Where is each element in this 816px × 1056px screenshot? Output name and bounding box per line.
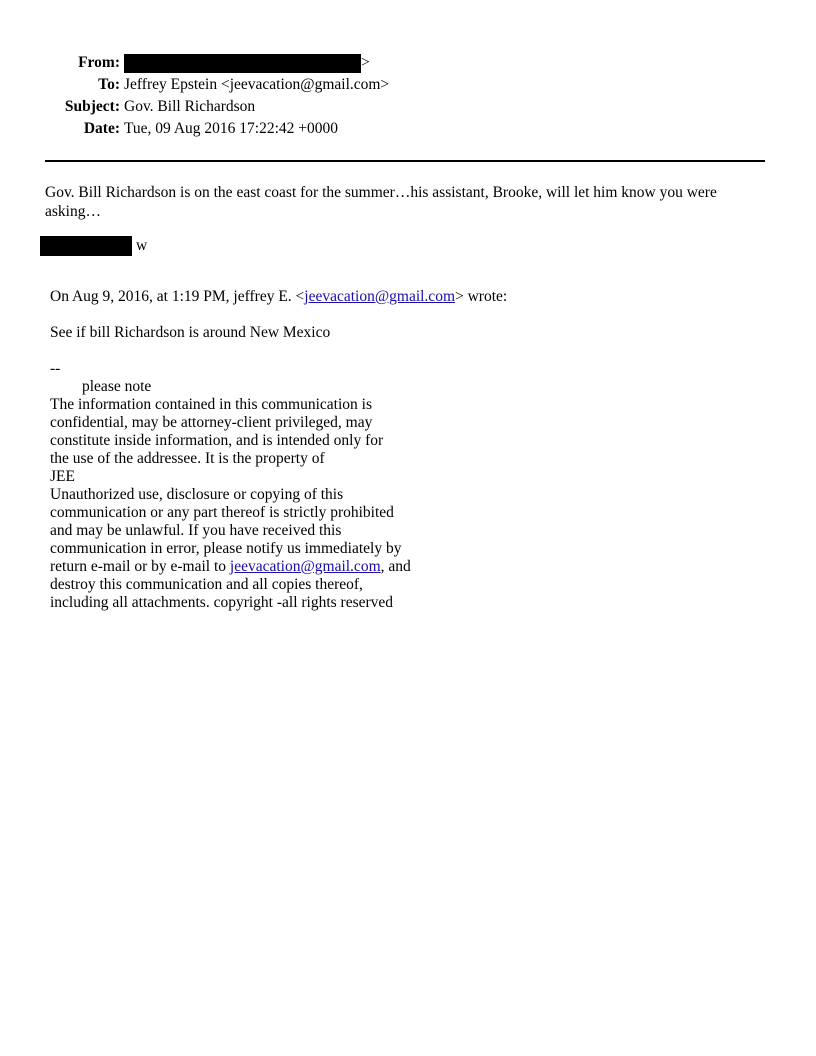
- from-row: [0, 53, 816, 73]
- from-label: From:: [78, 54, 120, 71]
- signature-dashes: --: [50, 360, 61, 377]
- date-label: Date:: [83, 120, 120, 137]
- disclaimer-line: and may be unlawful. If you have received this: [50, 522, 342, 539]
- signature-suffix: w: [136, 237, 148, 254]
- subject-row: [0, 97, 816, 117]
- disclaimer-line: constitute inside information, and is intended only for: [50, 432, 384, 449]
- return-prefix: return e-mail or by e-mail to: [50, 558, 230, 575]
- disclaimer-line: including all attachments. copyright -all rights reserved: [50, 594, 394, 611]
- subject-value: Gov. Bill Richardson: [124, 98, 256, 115]
- header-divider: [45, 160, 765, 162]
- disclaimer-line: destroy this communication and all copies thereof,: [50, 576, 363, 593]
- redaction-block: [124, 54, 361, 73]
- disclaimer-return-line: [50, 558, 470, 576]
- to-label: To:: [98, 76, 120, 93]
- from-suffix: >: [361, 54, 370, 71]
- date-row: [0, 119, 816, 139]
- please-note: please note: [82, 378, 152, 395]
- reply-text: Gov. Bill Richardson is on the east coast for the summer…his assistant, Brooke, will let him know you were asking…: [45, 184, 717, 220]
- to-value: Jeffrey Epstein <jeevacation@gmail.com>: [124, 76, 390, 93]
- quoted-intro: [50, 288, 650, 306]
- to-row: [0, 75, 816, 95]
- disclaimer-line: The information contained in this communication is: [50, 396, 372, 413]
- disclaimer-line: communication or any part thereof is strictly prohibited: [50, 504, 394, 521]
- date-value: Tue, 09 Aug 2016 17:22:42 +0000: [124, 120, 338, 137]
- disclaimer-line: the use of the addressee. It is the property of: [50, 450, 325, 467]
- return-suffix: , and: [380, 558, 411, 575]
- signature-line: [40, 236, 770, 256]
- disclaimer-line: Unauthorized use, disclosure or copying of this: [50, 486, 344, 503]
- disclaimer-line: JEE: [50, 468, 75, 485]
- quoted-intro-prefix: On Aug 9, 2016, at 1:19 PM, jeffrey E. <: [50, 288, 305, 305]
- disclaimer-line: communication in error, please notify us immediately by: [50, 540, 402, 557]
- subject-label: Subject:: [64, 98, 120, 115]
- quoted-intro-suffix: > wrote:: [455, 288, 508, 305]
- disclaimer-block: [50, 360, 470, 612]
- quoted-message: See if bill Richardson is around New Mexico: [50, 324, 331, 341]
- from-value: [124, 53, 370, 73]
- return-email-link[interactable]: jeevacation@gmail.com: [229, 558, 381, 575]
- sender-email-link[interactable]: jeevacation@gmail.com: [304, 288, 455, 305]
- redaction-block: [40, 236, 132, 256]
- disclaimer-line: confidential, may be attorney-client privileged, may: [50, 414, 373, 431]
